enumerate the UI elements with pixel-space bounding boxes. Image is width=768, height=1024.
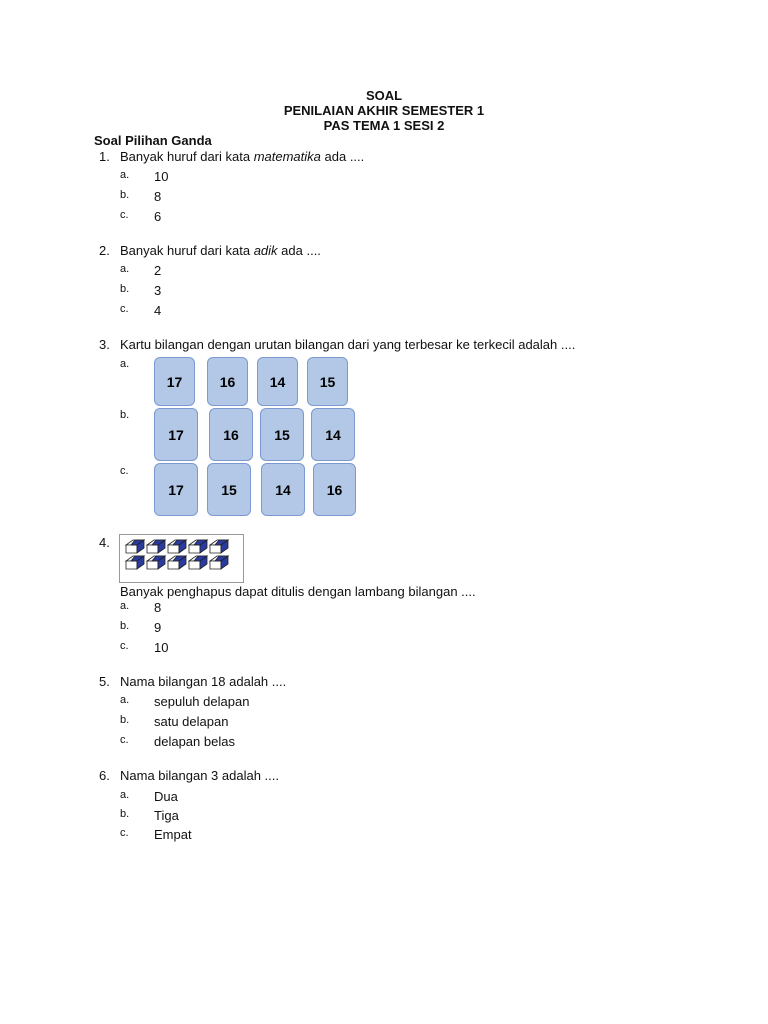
option-text: 8 bbox=[154, 189, 162, 204]
question-text: Kartu bilangan dengan urutan bilangan dari yang terbesar ke terkecil adalah .... bbox=[120, 337, 576, 352]
option-letter: b. bbox=[120, 714, 130, 726]
eraser-icon bbox=[120, 535, 243, 582]
number-card: 15 bbox=[260, 408, 304, 461]
question-number: 4. bbox=[99, 535, 110, 550]
option-letter: c. bbox=[120, 209, 129, 221]
option-text: delapan belas bbox=[154, 734, 235, 749]
number-card: 14 bbox=[261, 463, 305, 516]
option-text: satu delapan bbox=[154, 714, 229, 729]
number-card: 15 bbox=[207, 463, 251, 516]
option-letter: a. bbox=[120, 789, 130, 801]
number-card: 17 bbox=[154, 463, 198, 516]
question-text: Banyak penghapus dapat ditulis dengan lambang bilangan .... bbox=[120, 584, 476, 599]
number-card: 14 bbox=[257, 357, 298, 406]
option-letter: a. bbox=[120, 169, 130, 181]
option-text: 8 bbox=[154, 600, 162, 615]
option-letter: c. bbox=[120, 640, 129, 652]
option-text: Tiga bbox=[154, 808, 179, 823]
option-letter: b. bbox=[120, 620, 130, 632]
eraser-icon bbox=[126, 556, 144, 569]
number-card: 16 bbox=[209, 408, 253, 461]
question-number: 1. bbox=[99, 149, 110, 164]
doc-title-theme: PAS TEMA 1 SESI 2 bbox=[323, 118, 445, 133]
section-title: Soal Pilihan Ganda bbox=[94, 133, 212, 148]
option-text: Empat bbox=[154, 827, 192, 842]
eraser-icon bbox=[189, 556, 207, 569]
option-text: 10 bbox=[154, 640, 169, 655]
number-card: 17 bbox=[154, 408, 198, 461]
question-number: 3. bbox=[99, 337, 110, 352]
doc-title-exam: PENILAIAN AKHIR SEMESTER 1 bbox=[283, 103, 485, 118]
number-card: 16 bbox=[207, 357, 248, 406]
eraser-icon bbox=[210, 540, 228, 553]
option-letter: b. bbox=[120, 808, 130, 820]
option-text: 2 bbox=[154, 263, 162, 278]
doc-title-soal: SOAL bbox=[365, 88, 403, 103]
number-card: 14 bbox=[311, 408, 355, 461]
option-letter: c. bbox=[120, 734, 129, 746]
option-letter: b. bbox=[120, 189, 130, 201]
eraser-icon bbox=[147, 540, 165, 553]
option-text: 3 bbox=[154, 283, 162, 298]
option-text: 10 bbox=[154, 169, 169, 184]
eraser-icon bbox=[168, 540, 186, 553]
option-letter: c. bbox=[120, 465, 129, 477]
number-card: 16 bbox=[313, 463, 356, 516]
eraser-icon bbox=[189, 540, 207, 553]
option-letter: a. bbox=[120, 694, 130, 706]
number-card: 15 bbox=[307, 357, 348, 406]
option-text: sepuluh delapan bbox=[154, 694, 250, 709]
option-text: 9 bbox=[154, 620, 162, 635]
option-letter: b. bbox=[120, 409, 130, 421]
eraser-icon bbox=[210, 556, 228, 569]
question-number: 5. bbox=[99, 674, 110, 689]
option-letter: c. bbox=[120, 827, 129, 839]
eraser-icon bbox=[147, 556, 165, 569]
eraser-icon bbox=[168, 556, 186, 569]
question-text: Nama bilangan 18 adalah .... bbox=[120, 674, 287, 689]
eraser-icon bbox=[126, 540, 144, 553]
option-letter: c. bbox=[120, 303, 129, 315]
option-text: 6 bbox=[154, 209, 162, 224]
number-card: 17 bbox=[154, 357, 195, 406]
option-letter: a. bbox=[120, 358, 130, 370]
question-number: 6. bbox=[99, 768, 110, 783]
option-letter: b. bbox=[120, 283, 130, 295]
option-text: Dua bbox=[154, 789, 178, 804]
option-letter: a. bbox=[120, 600, 130, 612]
option-text: 4 bbox=[154, 303, 162, 318]
question-text: Banyak huruf dari kata adik ada .... bbox=[120, 243, 321, 258]
question-text: Banyak huruf dari kata matematika ada .... bbox=[120, 149, 365, 164]
option-letter: a. bbox=[120, 263, 130, 275]
eraser-picture bbox=[119, 534, 244, 583]
question-number: 2. bbox=[99, 243, 110, 258]
question-text: Nama bilangan 3 adalah .... bbox=[120, 768, 279, 783]
